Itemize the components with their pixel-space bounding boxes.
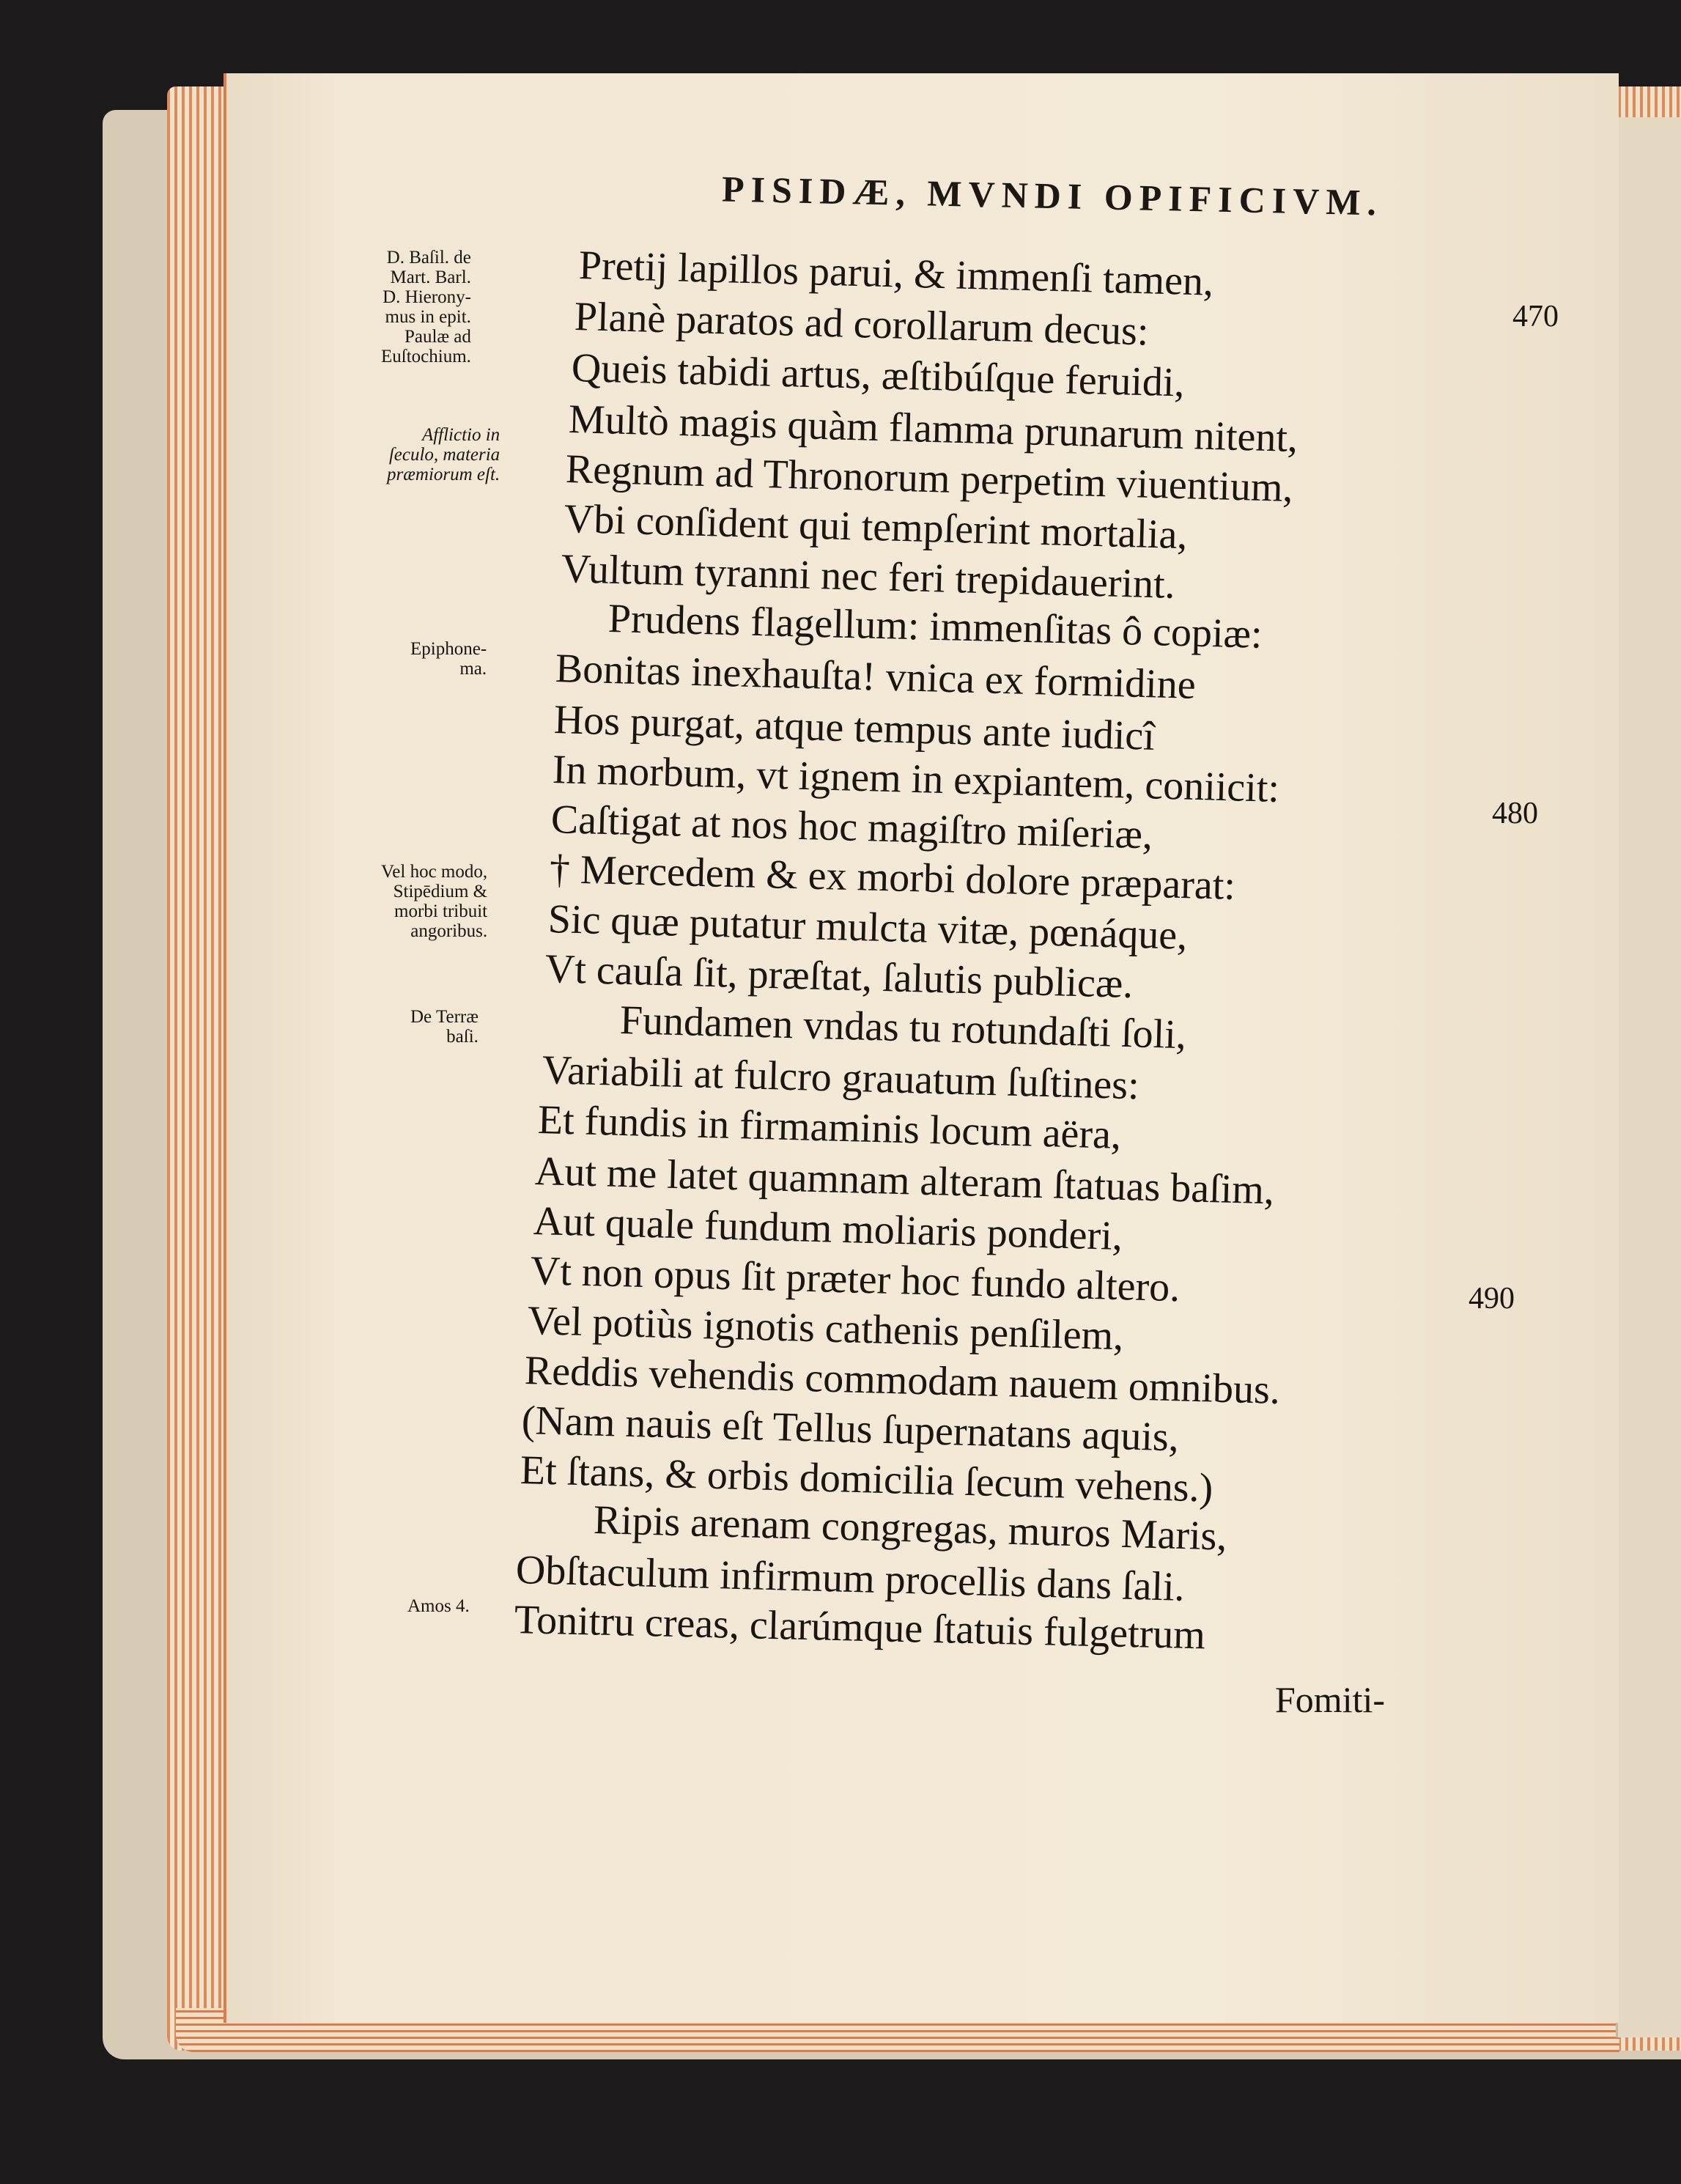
verse-line: Prudens flagellum: immenſitas ô copiæ: [607,596,1263,657]
verse-line: Hos purgat, atque tempus ante iudicî [553,697,1156,759]
verse-line: Aut me latet quamnam alteram ſtatuas baſim, [534,1148,1275,1214]
verse-line: Caſtigat at nos hoc magiſtro miſeriæ, [550,797,1153,858]
verse-line: Vel potiùs ignotis cathenis penſilem, [527,1298,1124,1360]
line-number-490: 490 [1468,1282,1515,1316]
margin-note-terrae: De Terræ baſi. [410,1007,479,1047]
verse-line: Pretij lapillos parui, & immenſi tamen, [578,243,1214,305]
verse-line: Sic quæ putatur mulcta vitæ, pœnáque, [547,896,1189,959]
line-number-470: 470 [1512,300,1559,333]
verse-line: Bonitas inexhauſta! vnica ex formidine [555,646,1197,708]
catchword: Fomiti- [1275,1679,1386,1720]
verse-line: † Mercedem & ex morbi dolore præparat: [549,846,1236,909]
verse-line: Vt cauſa ſit, præſtat, ſalutis publicæ. [544,946,1134,1007]
verse-line: Multò magis quàm flamma prunarum nitent, [568,396,1298,462]
facing-page-edge [1616,117,1681,2037]
running-head: PISIDÆ, MVNDI OPIFICIVM. [721,168,1383,224]
verse-line: Tonitru creas, clarúmque ſtatuis fulgetrum [514,1597,1206,1659]
margin-note-amos: Amos 4. [407,1596,470,1616]
margin-note-basil: D. Baſil. de Mart. Barl. D. Hierony- mus in epit. Paulæ ad Euſtochium. [381,248,471,366]
verse-line: (Nam nauis eſt Tellus ſupernatans aquis, [521,1398,1180,1461]
margin-note-afflictio: Afflictio in ſeculo, materia præmiorum eſt. [387,425,500,484]
verse-line: Variabili at fulcro grauatum ſuſtines: [542,1047,1140,1109]
verse-line: Planè paratos ad corollarum decus: [574,294,1150,355]
verse-line: Et fundis in firmaminis locum aëra, [537,1097,1122,1158]
line-number-480: 480 [1492,797,1538,830]
verse-line: Ripis arenam congregas, muros Maris, [593,1497,1228,1560]
verse-line: Reddis vehendis commodam nauem omnibus. [524,1348,1281,1413]
verse-line: Queis tabidi artus, æſtibúſque feruidi, [571,345,1186,406]
verse-line: Vbi conſident qui tempſerint mortalia, [564,496,1189,558]
verse-line: Vultum tyranni nec feri trepidauerint. [561,546,1176,608]
verse-line: Aut quale fundum moliaris ponderi, [533,1198,1123,1260]
verse-line: Regnum ad Thronorum perpetim viuentium, [565,446,1294,511]
verse-line: In morbum, vt ignem in expiantem, coniicit: [552,747,1280,811]
verse-line: Et ſtans, & orbis domicilia ſecum vehens.) [520,1447,1214,1511]
margin-note-vel-hoc: Vel hoc modo, Stipēdium & morbi tribuit angoribus. [381,862,488,941]
margin-note-epiphonema: Epiphone- ma. [410,639,487,679]
verse-line: Obſtaculum infirmum procellis dans ſali. [515,1547,1186,1610]
verse-line: Vt non opus ſit præter hoc fundo altero. [530,1248,1181,1311]
verse-line: Fundamen vndas tu rotundaſti ſoli, [619,997,1187,1058]
